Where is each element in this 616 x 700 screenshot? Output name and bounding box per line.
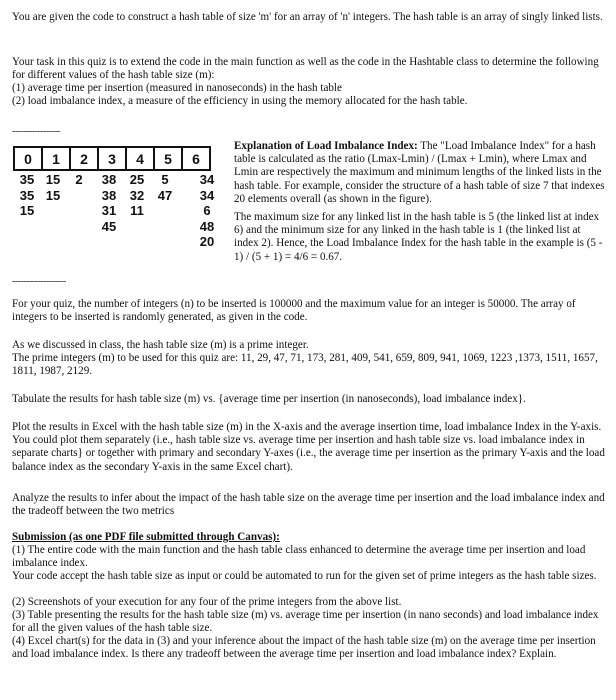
hash-index-cell: 5 <box>153 146 183 171</box>
separator-bottom: ------------------- <box>12 276 66 287</box>
submission-heading-text: Submission (as one PDF file submitted through Canvas): <box>12 531 280 543</box>
hash-index-cell: 0 <box>13 146 43 171</box>
chain-index-2 <box>65 172 93 188</box>
chain-value: 5 <box>161 172 169 187</box>
hash-index-cell: 6 <box>181 146 211 171</box>
plot-paragraph: Plot the results in Excel with the hash table size (m) in the X-axis and the average insertion time, load imbalance Index in the Y-axis. You could plot them separately (i.e., hash table size vs. average time per insertion and hash table size vs. load imbalance index in separate charts} or together with primary and secondary Y-axes (i.e., the average time per insertion as the primary Y-axis and the load balance index as the secondary Y-axis in the same Excel chart). <box>12 421 605 473</box>
quiz-paragraph: For your quiz, the number of integers (n) to be inserted is 100000 and the maximum value for an integer is 50000. The array of integers to be inserted is randomly generated, as given in the code. <box>12 298 576 324</box>
submission-item-2: (2) Screenshots of your execution for any four of the prime integers from the above list. <box>12 596 402 608</box>
primes-list: The prime integers (m) to be used for this quiz are: 11, 29, 47, 71, 173, 281, 409, 541, 659, 809, 941, 1069, 1223 ,1373, 1511, 1657, 1811, 1987, 2129. <box>12 352 598 378</box>
hash-index-cell: 1 <box>41 146 71 171</box>
intro-paragraph: You are given the code to construct a hash table of size 'm' for an array of 'n' integers. The hash table is an array of singly linked lists. <box>12 11 603 23</box>
chain-value: 34 <box>199 172 215 187</box>
tabulate-paragraph: Tabulate the results for hash table size (m) vs. {average time per insertion (in nanoseconds), load imbalance index}. <box>12 393 526 405</box>
hash-index-cell: 4 <box>125 146 155 171</box>
submission-item-1: (1) The entire code with the main function and the hash table class enhanced to determine the average time per insertion and load imbalance index. <box>12 544 586 570</box>
chain-value: 32 <box>129 187 145 203</box>
chain-index-3 <box>95 172 123 234</box>
chain-index-0 <box>13 172 41 219</box>
chain-index-5 <box>151 172 179 203</box>
chain-value: 35 <box>19 187 35 203</box>
explanation-paragraph-2: The maximum size for any linked list in the hash table is 5 (the linked list at index 6) and the minimum size for any linked in the hash table is 1 (the linked list at index 2). Hence, the Load Imbalance Index for the hash table in the example is (5 - 1) / (5 + 1) = 4/6 = 0.67. <box>234 211 603 263</box>
chain-value: 45 <box>101 218 117 234</box>
analyze-paragraph: Analyze the results to infer about the impact of the hash table size on the average time per insertion and the load imbalance index and the tradeoff between the two metrics <box>12 492 605 518</box>
load-imbalance-explanation <box>234 140 606 264</box>
submission-item-4: (4) Excel chart(s) for the data in (3) and your inference about the impact of the hash table size (m) on the average time per insertion and load imbalance index. Is there any tradeoff between the average time per insertion and load imbalance index? Explain. <box>12 635 596 661</box>
chain-index-6 <box>193 172 221 250</box>
hash-table-chains <box>13 172 223 262</box>
chain-index-4 <box>123 172 151 219</box>
chain-value: 38 <box>101 187 117 203</box>
task-item-2: (2) load imbalance index, a measure of the efficiency in using the memory allocated for the hash table. <box>12 95 468 107</box>
chain-index-1 <box>39 172 67 203</box>
chain-value: 2 <box>75 172 83 187</box>
chain-value: 11 <box>130 203 144 219</box>
submission-heading <box>12 531 608 544</box>
chain-value: 15 <box>45 172 61 187</box>
hash-index-cell: 3 <box>97 146 127 171</box>
separator-top: ----------------- <box>12 126 61 137</box>
task-item-1: (1) average time per insertion (measured in nanoseconds) in the hash table <box>12 82 342 94</box>
chain-value: 25 <box>129 172 145 187</box>
task-paragraph: Your task in this quiz is to extend the code in the main function as well as the code in the Hashtable class to determine the following for different values of the hash table size (m): <box>12 56 599 82</box>
explanation-text-1: The "Load Imbalance Index" for a hash table is calculated as the ratio (Lmax-Lmin) / (Lmax + Lmin), where Lmax and Lmin are respectively the maximum and minimum lengths of the linked lists in the hash table. For example, consider the structure of a hash table of size 7 that indexes 20 elements overall (as shown in the figure). <box>234 140 605 205</box>
chain-value: 15 <box>45 187 61 203</box>
chain-value: 6 <box>203 203 211 219</box>
hash-table-index-row <box>13 146 221 171</box>
explanation-paragraph-1 <box>234 140 606 206</box>
primes-intro: As we discussed in class, the hash table size (m) is a prime integer. <box>12 339 309 351</box>
hash-index-cell: 2 <box>69 146 99 171</box>
chain-value: 34 <box>199 187 215 203</box>
chain-value: 35 <box>19 172 35 187</box>
hash-table-figure <box>13 146 221 171</box>
submission-item-1b: Your code accept the hash table size as input or could be automated to run for the given set of prime integers as the hash table sizes. <box>12 570 597 582</box>
chain-value: 47 <box>157 187 173 203</box>
chain-value: 48 <box>199 218 215 234</box>
explanation-heading: Explanation of Load Imbalance Index: <box>234 140 418 152</box>
submission-item-3: (3) Table presenting the results for the hash table size (m) vs. average time per insertion (in nano seconds) and load imbalance index for all the given values of the hash table size. <box>12 609 599 635</box>
chain-value: 31 <box>101 203 117 219</box>
chain-value: 20 <box>199 234 215 250</box>
chain-value: 38 <box>101 172 117 187</box>
chain-value: 15 <box>19 203 35 219</box>
